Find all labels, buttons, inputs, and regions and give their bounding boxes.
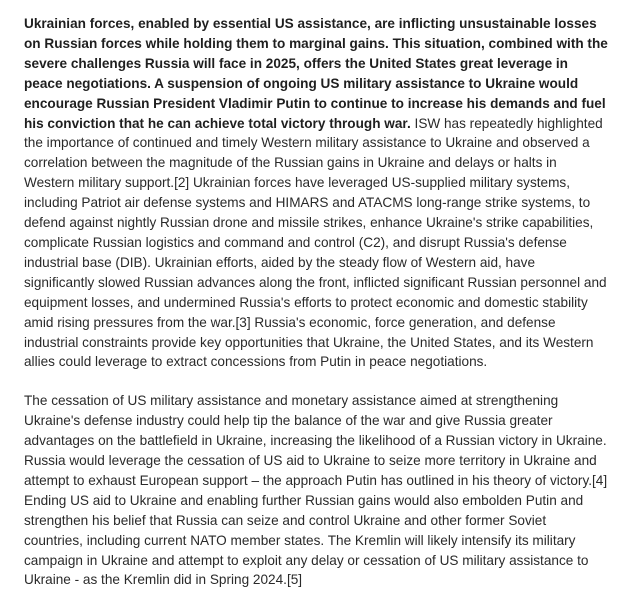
paragraph-2-body: The cessation of US military assistance and monetary assistance aimed at strengthening Ukraine's defense industry could help tip the balance of the war and give Russia greater advantages on the battlefield in Ukraine, increasing the likelihood of a Russian victory in Ukraine. Russia would leverage the cessation of US aid to Ukraine to seize more territory in Ukraine and attempt to exhaust European support – the approach Putin has outlined in his theory of victory.[4] Ending US aid to Ukraine and enabling further Russian gains would also embolden Putin and strengthen his belief that Russia can seize and control Ukraine and other former Soviet countries, including current NATO member states. The Kremlin will likely intensify its military campaign in Ukraine and attempt to exploit any delay or cessation of US military assistance to Ukraine - as the Kremlin did in Spring 2024.[5] bbox=[24, 393, 608, 588]
article-body bbox=[24, 14, 608, 590]
paragraph-1-bold-lead: Ukrainian forces, enabled by essential US assistance, are inflicting unsustainable losses on Russian forces while holding them to marginal gains. This situation, combined with the severe challenges Russia will face in 2025, offers the United States great leverage in peace negotiations. A suspension of ongoing US military assistance to Ukraine would encourage Russian President Vladimir Putin to continue to increase his demands and fuel his conviction that he can achieve total victory through war. bbox=[24, 16, 608, 131]
paragraph-2 bbox=[24, 391, 608, 590]
paragraph-1-body: ISW has repeatedly highlighted the importance of continued and timely Western military assistance to Ukraine and observed a correlation between the magnitude of the Russian gains in Ukraine and delays or halts in Western military support.[2] Ukrainian forces have leveraged US-supplied military systems, including Patriot air defense systems and HIMARS and ATACMS long-range strike systems, to defend against nightly Russian drone and missile strikes, enhance Ukraine's strike capabilities, complicate Russian logistics and command and control (C2), and disrupt Russia's defense industrial base (DIB). Ukrainian efforts, aided by the steady flow of Western aid, have significantly slowed Russian advances along the front, inflicted significant Russian personnel and equipment losses, and undermined Russia's efforts to protect economic and domestic stability amid rising pressures from the war.[3] Russia's economic, force generation, and defense industrial constraints provide key opportunities that Ukraine, the United States, and its Western allies could leverage to extract concessions from Putin in peace negotiations. bbox=[24, 115, 607, 370]
paragraph-1 bbox=[24, 14, 608, 372]
